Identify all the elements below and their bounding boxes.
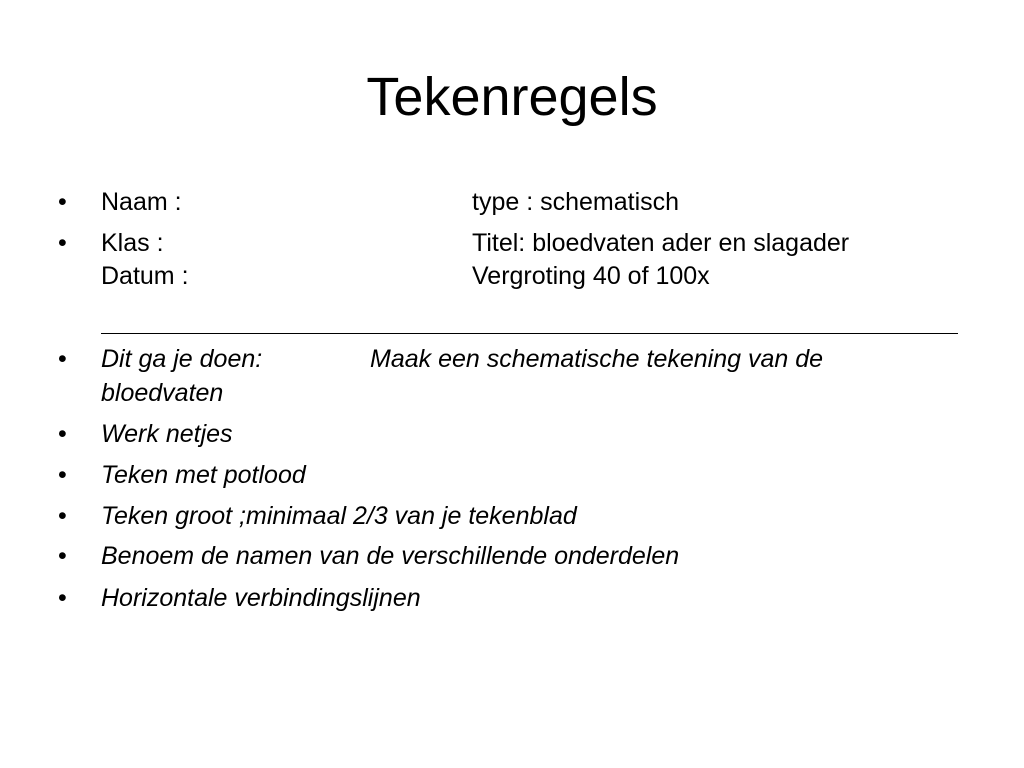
klas-label: Klas : bbox=[101, 229, 164, 257]
instruction-text: Teken groot ;minimaal 2/3 van je tekenblad bbox=[101, 502, 577, 530]
bullet: • bbox=[58, 229, 67, 257]
bullet: • bbox=[58, 188, 67, 216]
bullet: • bbox=[58, 542, 67, 570]
bullet: • bbox=[58, 420, 67, 448]
instruction-continuation-text: bloedvaten bbox=[101, 379, 224, 407]
titel-text: Titel: bloedvaten ader en slagader bbox=[472, 229, 850, 257]
datum-label: Datum : bbox=[101, 262, 189, 290]
bullet: • bbox=[58, 345, 67, 373]
naam-label: Naam : bbox=[101, 188, 182, 216]
slide-title: Tekenregels bbox=[366, 67, 658, 127]
vergroting-text: Vergroting 40 of 100x bbox=[472, 262, 710, 290]
bullet: • bbox=[58, 502, 67, 530]
instruction-text: Teken met potlood bbox=[101, 461, 306, 489]
separator-line bbox=[101, 333, 958, 334]
bullet: • bbox=[58, 461, 67, 489]
instruction-label: Dit ga je doen: bbox=[101, 345, 263, 373]
bullet: • bbox=[58, 584, 67, 612]
instruction-text: Benoem de namen van de verschillende onderdelen bbox=[101, 542, 680, 570]
instruction-text: Horizontale verbindingslijnen bbox=[101, 584, 421, 612]
type-text: type : schematisch bbox=[472, 188, 680, 216]
instruction-text: Werk netjes bbox=[101, 420, 233, 448]
instruction-text: Maak een schematische tekening van de bbox=[370, 345, 824, 373]
